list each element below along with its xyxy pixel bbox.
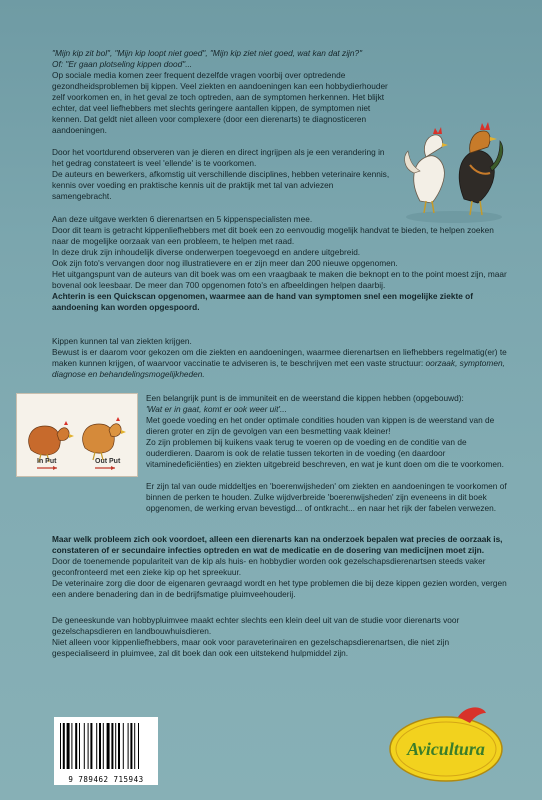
isbn-digits: 9 789462 715943 xyxy=(68,775,144,784)
barcode-bar xyxy=(123,723,124,769)
immunity-quote: 'Wat er in gaat, komt er ook weer uit'... xyxy=(146,404,287,414)
diseases-paragraph-2: Bewust is er daarom voor gekozen om die ziekten en aandoeningen, waarmee dierenartsen en liefhebbers regelmatig(er) te maken kunnen krijgen, of waarvoor vaccinatie te adviseren is, te beschrijven met een vaste structuur: xyxy=(52,347,507,368)
vet-paragraph-1: Door de toenemende populariteit van de kip als huis- en hobbydier worden ook gezelschapsdierenartsen steeds vaker geconfronteerd met een zieke kip op het spreekuur. xyxy=(52,556,486,577)
barcode-bar xyxy=(138,723,139,769)
barcode-bar xyxy=(134,723,135,769)
diseases-section xyxy=(52,336,507,380)
team-paragraph-4: Ook zijn foto's vervangen door nog illustratievere en er zijn meer dan 200 nieuwe opgenomen. xyxy=(52,258,398,268)
intro-paragraph-1: Op sociale media komen zeer frequent dezelfde vragen voorbij over optredende gezondheidsproblemen bij kippen. Veel ziekten en aandoeningen kan een hobbydierhouder zelf voorkomen en, in het geval ze toch optreden, aan de symptomen herkennen. Het blijkt echter, dat veel liefhebbers met slechts geringere aantallen kippen, de symptomen niet kennen. Dat geldt niet alleen voor complexere (door een dierenarts) te diagnosticeren aandoeningen. xyxy=(52,70,388,135)
diseases-structure: oorzaak, symptomen, diagnose en behandelingsmogelijkheden. xyxy=(52,358,505,379)
barcode-bar xyxy=(118,723,120,769)
vet-important-note: Maar welk probleem zich ook voordoet, alleen een dierenarts kan na onderzoek bepalen wat precies de oorzaak is, constateren of er secundaire infecties optreden en wat de medicatie en de dosering van medicijnen moet zijn. xyxy=(52,534,503,555)
out-put-label: Out Put xyxy=(95,458,121,465)
barcode-bar xyxy=(128,723,129,769)
logo-text: Avicultura xyxy=(407,739,485,759)
barcode-bar xyxy=(99,723,101,769)
barcode-bar xyxy=(63,723,65,769)
barcode-bar xyxy=(71,723,72,769)
intro-quote-2: Of: "Er gaan plotseling kippen dood"... xyxy=(52,59,193,69)
vet-section xyxy=(52,534,507,600)
immunity-paragraph-4: Er zijn tal van oude middeltjes en 'boerenwijsheden' om ziekten en aandoeningen te voorkomen of binnen de perken te houden. Zulke wijdverbreide 'boerenwijsheden' zijn eveneens in dit boek opgenomen, de werking ervan bevestigd... of ontkracht... en naar het rijk der fabelen verwezen. xyxy=(146,481,507,513)
barcode-bar xyxy=(88,723,89,769)
team-paragraph-3: In deze druk zijn inhoudelijk diverse onderwerpen toegevoegd en andere uitgebreid. xyxy=(52,247,361,257)
diseases-paragraph-1: Kippen kunnen tal van ziekten krijgen. xyxy=(52,336,192,346)
intro-quote: "Mijn kip zit bol", "Mijn kip loopt niet goed", "Mijn kip ziet niet goed, wat kan dat zijn?" xyxy=(52,48,363,58)
intro-paragraph-3: De auteurs en bewerkers, afkomstig uit verschillende disciplines, hebben veterinaire kennis, kennis over voeding en praktische kennis uit de praktijk met tal van adviezen samengebracht. xyxy=(52,169,390,201)
barcode-bar xyxy=(111,723,113,769)
barcode-bar xyxy=(79,723,80,769)
closing-paragraph-1: De geneeskunde van hobbypluimvee maakt echter slechts een klein deel uit van de studie voor dierenarts voor gezelschapsdieren en landbouwhuisdieren. xyxy=(52,615,460,636)
barcode-bar xyxy=(75,723,77,769)
team-paragraph-1: Aan deze uitgave werkten 6 dierenartsen en 5 kippenspecialisten mee. xyxy=(52,214,313,224)
barcode-bar xyxy=(67,723,70,769)
barcode-bar xyxy=(130,723,132,769)
immunity-section xyxy=(146,393,508,514)
avicultura-logo xyxy=(386,703,506,785)
quickscan-note: Achterin is een Quickscan opgenomen, waarmee aan de hand van symptomen snel een mogelijke ziekte of aandoening kan worden opgespoord. xyxy=(52,291,473,312)
closing-paragraph-2: Niet alleen voor kippenliefhebbers, maar ook voor paraveterinairen en gezelschapsdierenartsen, die niet zijn gespecialiseerd in pluimvee, zal dit boek dan ook een uitstekend hulpmiddel zijn. xyxy=(52,637,450,658)
barcode-icon xyxy=(54,717,158,773)
barcode-bar xyxy=(96,723,97,769)
barcode-bar xyxy=(103,723,104,769)
barcode-bar xyxy=(90,723,92,769)
barcode xyxy=(54,717,158,785)
vet-paragraph-2: De veterinaire zorg die door de eigenaren gevraagd wordt en het type problemen die bij deze kippen gezien worden, vergen een andere benadering dan in de bedrijfsmatige pluimveehouderij. xyxy=(52,578,507,599)
barcode-bar xyxy=(60,723,61,769)
barcode-bar xyxy=(107,723,110,769)
in-out-put-illustration xyxy=(16,393,138,477)
closing-section xyxy=(52,615,507,659)
immunity-paragraph-3: Zo zijn problemen bij kuikens vaak terug te voeren op de voeding en de conditie van de ouderdieren. Daarom is ook de relatie tussen tekorten in de voeding (en daardoor vitaminedeficiënties) en ziekten uitgebreid beschreven, en wat je kunt doen om die te voorkomen. xyxy=(146,437,504,469)
immunity-paragraph-2: Met goede voeding en het onder optimale condities houden van kippen is de weerstand van de dieren groter en zijn de gevolgen van een besmetting vaak kleiner! xyxy=(146,415,495,436)
intro-paragraph-2: Door het voortdurend observeren van je dieren en direct ingrijpen als je een verandering in het gedrag constateert is veel 'ellende' is te voorkomen. xyxy=(52,147,385,168)
team-paragraph-2: Door dit team is getracht kippenliefhebbers met dit boek een zo eenvoudig mogelijk handvat te bieden, te helpen zoeken naar de mogelijke oorzaak van een probleem, te helpen met raad. xyxy=(52,225,494,246)
barcode-bar xyxy=(84,723,85,769)
team-paragraph-5: Het uitgangspunt van de auteurs van dit boek was om een vraagbaak te maken die beknopt en to the point moest zijn, maar bovenal ook leesbaar. De meer dan 700 opgenomen foto's en afbeeldingen helpen daarbij. xyxy=(52,269,507,290)
in-put-label: In Put xyxy=(37,458,57,465)
immunity-paragraph-1: Een belangrijk punt is de immuniteit en de weerstand die kippen hebben (opgebouwd): xyxy=(146,393,464,403)
barcode-bar xyxy=(115,723,116,769)
rooster-illustration xyxy=(400,113,508,225)
team-section xyxy=(52,214,507,313)
